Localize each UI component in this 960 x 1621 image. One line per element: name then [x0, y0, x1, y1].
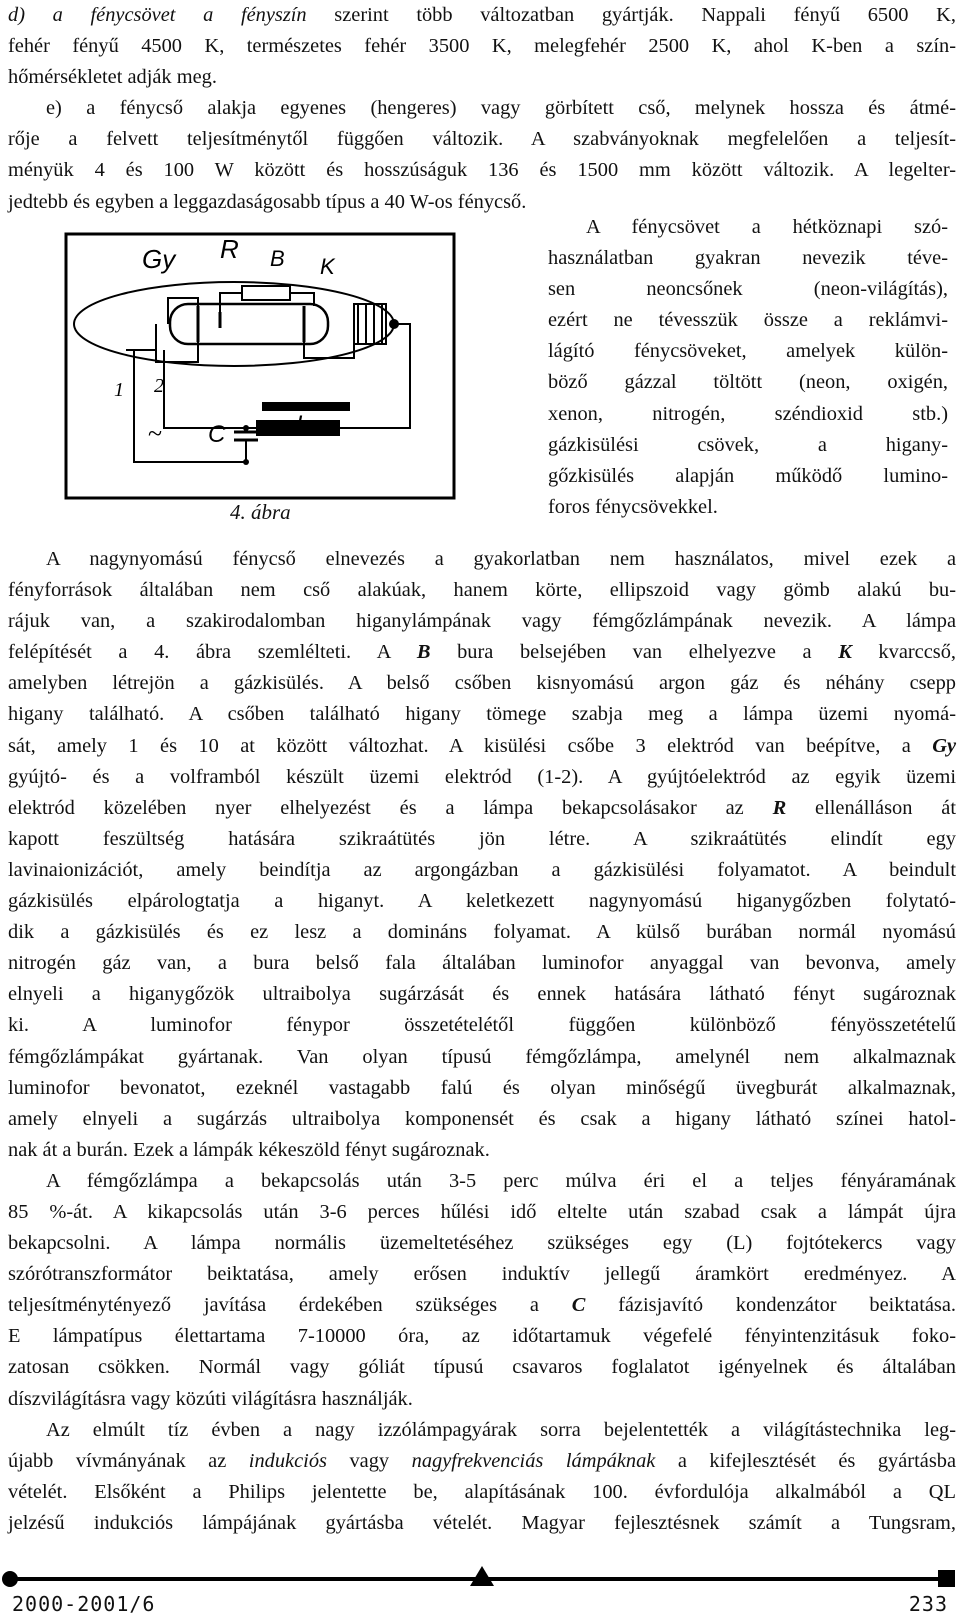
text-run: gázkisülés elpárologtatja a higanyt. A keletkezett nagynyomású higanygőzben folytató-: [8, 890, 956, 913]
text-run: A nagynyomású fénycső elnevezés a gyakorlatban nem használatos, mivel ezek a: [46, 548, 956, 570]
issue-number: 2000-2001/6: [12, 1592, 156, 1616]
text-run: rájuk van, a szakirodalomban higanylámpának vagy fémgőzlámpának nevezik. A lámpa: [8, 610, 956, 633]
body-line: [8, 886, 956, 917]
body-line: [8, 1010, 956, 1041]
text-run: a kifejlesztését és gyártásba: [655, 1449, 956, 1472]
side-line: gőzkisülés alapján működő lumino-: [548, 464, 948, 487]
text-run: jelzésű indukciós lámpájának gyártásba vételét. Magyar fejlesztésnek számít a Tungsram,: [8, 1511, 956, 1534]
screw-base: [354, 304, 399, 344]
text-run: 85 %-át. A kikapcsolás után 3-6 perces hűlési idő eltelte után szabad csak a lámpát újra: [8, 1200, 956, 1223]
label-2: 2: [154, 375, 164, 397]
text-run: E lámpatípus élettartama 7-10000 óra, az időtartamuk végefelé fényintenzitásuk foko-: [8, 1325, 956, 1348]
label-ac-tilde: ~: [148, 419, 163, 448]
text-run: vagy: [326, 1449, 412, 1472]
symbol-ref: Gy: [932, 734, 956, 757]
label-c: C: [208, 421, 226, 448]
body-line: [8, 1415, 956, 1446]
side-paragraph: [548, 212, 948, 523]
body-line: [8, 637, 956, 668]
body-line: [8, 855, 956, 886]
body-line: [8, 575, 956, 606]
text-run: kapott feszültség hatására szikraátütés jön létre. A szikraátütés elindít egy: [8, 827, 956, 850]
text-run: teljesítménytényező javítása érdekében szükséges a: [8, 1294, 572, 1317]
text-run: higany található. A csőben található higany tömege szabja meg a lámpa üzemi nyomá-: [8, 703, 956, 726]
body-line: [8, 1446, 956, 1477]
body-line: [8, 1197, 956, 1228]
body-line: [8, 762, 956, 793]
text-run: fényforrások általában nem cső alakúak, hanem körte, ellipszoid vagy gömb alakú bu-: [8, 579, 956, 602]
label-b: B: [270, 246, 285, 271]
side-line: használatban gyakran nevezik téve-: [548, 247, 948, 270]
body-line: [8, 1508, 956, 1539]
footer-triangle-icon: [470, 1566, 494, 1586]
text-run: amely elnyeli a sugárzás ultraibolya komponensét és csak a higany látható színei hatol-: [8, 1107, 956, 1130]
body-line: [8, 1290, 956, 1321]
body-line: [8, 1073, 956, 1104]
body-line: [8, 1042, 956, 1073]
text-run: zatosan csökken. Normál vagy góliát típusú csavaros foglalatot igényelnek és általában: [8, 1356, 956, 1379]
side-line: sen neoncsőnek (neon-világítás),: [548, 278, 948, 301]
text-run: szórótranszformátor beiktatása, amely erősen induktív jellegű áramkört eredményez. A: [8, 1263, 956, 1286]
text-run: sát, amely 1 és 10 at között változhat. A kisülési csőbe 3 elektród van beépítve, a: [8, 734, 933, 757]
side-line: A fénycsövet a hétköznapi szó-: [586, 216, 948, 238]
symbol-ref: C: [571, 1294, 586, 1317]
body-line: [8, 948, 956, 979]
figure-caption: 4. ábra: [230, 500, 291, 524]
text-run: lavinaionizációt, amely beindítja az argongázban a gázkisülési folyamatot. A beindult: [8, 858, 956, 881]
text-run: elektród közelében nyer elhelyezést és a lámpa bekapcsolásakor az: [8, 796, 773, 819]
top-line-1: fehér fényű 4500 K, természetes fehér 3500 K, melegfehér 2500 K, ahol K-ben a szín-: [8, 35, 956, 58]
choke-L: [262, 402, 350, 411]
side-line: böző gázzal töltött (neon, oxigén,: [548, 371, 948, 394]
body-line: [8, 1477, 956, 1508]
label-1: 1: [114, 379, 124, 401]
top-line-3: e) a fénycső alakja egyenes (hengeres) vagy görbített cső, melynek hossza és átmé-: [46, 97, 956, 120]
body-line: [8, 917, 956, 948]
side-line: lágító fénycsöveket, amelyek külön-: [548, 340, 948, 363]
top-line-6: jedtebb és egyben a leggazdaságosabb típus a 40 W-os fénycső.: [8, 190, 527, 213]
side-line: ezért ne tévesszük össze a reklámvi-: [548, 309, 948, 332]
side-line: foros fénycsövekkel.: [548, 495, 718, 518]
text-run: nitrogén gáz van, a bura belső fala általában luminofor anyaggal van bevonva, amely: [8, 952, 956, 975]
text-run: dik a gázkisülés és ez lesz a domináns folyamat. A külső burában normál nyomású: [8, 921, 956, 944]
body-line: [8, 731, 956, 762]
label-r: R: [220, 234, 239, 264]
main-body: [8, 544, 956, 1539]
figure-4-lamp-diagram: [64, 232, 456, 502]
top-line-4: rője a felvett teljesítménytől függően változik. A szabványoknak megfelelően a teljesít-: [8, 128, 956, 151]
body-line: [8, 544, 956, 575]
lamp-circuit-svg: [64, 232, 456, 502]
text-run: gyújtó- és a volframból készült üzemi elektród (1-2). A gyújtóelektród az egyik üzemi: [8, 765, 956, 788]
side-line: xenon, nitrogén, széndioxid stb.): [548, 402, 948, 425]
top-paragraphs: [8, 0, 956, 218]
text-run: nak át a burán. Ezek a lámpák kékeszöld fényt sugároznak.: [8, 1138, 490, 1161]
label-gy: Gy: [142, 244, 176, 274]
text-run: kvarccső,: [851, 641, 956, 664]
body-line: [8, 1352, 956, 1383]
body-line: [8, 1259, 956, 1290]
label-l: L: [296, 411, 310, 438]
text-run: luminofor bevonatot, ezeknél vastagabb falú és olyan minőségű üvegburát alkalmaznak,: [8, 1076, 956, 1099]
term-italic: nagyfrekvenciás lámpáknak: [411, 1449, 656, 1472]
outer-bulb-B: [74, 282, 394, 366]
text-run: ki. A luminofor fénypor összetételétől függően különböző fényösszetételű: [8, 1014, 956, 1037]
term-fenyszin: fényszín: [240, 4, 307, 26]
top-line-2: hőmérsékletet adják meg.: [8, 66, 217, 89]
resistor-R: [242, 286, 290, 300]
body-line: [8, 1135, 956, 1166]
text-run: újabb vívmányának az: [8, 1449, 249, 1472]
text-run: A fémgőzlámpa a bekapcsolás után 3-5 perc múlva éri el a teljes fényáramának: [46, 1169, 956, 1192]
text-run: elnyeli a higanygőzök ultraibolya sugárzását és ennek hatására látható fényt sugároznak: [8, 983, 956, 1006]
symbol-ref: K: [838, 641, 852, 664]
body-line: [8, 668, 956, 699]
body-line: [8, 1104, 956, 1135]
side-line: gázkisülési csövek, a higany-: [548, 433, 948, 456]
body-line: [8, 606, 956, 637]
text-run: fémgőzlámpákat gyártanak. Van olyan típusú fémgőzlámpa, amelynél nem alkalmaznak: [8, 1045, 956, 1068]
text-run: felépítését a 4. ábra szemlélteti. A: [8, 641, 417, 664]
body-line: [8, 1228, 956, 1259]
body-line: [8, 793, 956, 824]
text-run: Az elmúlt tíz évben a nagy izzólámpagyárak sorra bejelentették a világítástechnika leg-: [46, 1418, 956, 1441]
body-line: [8, 824, 956, 855]
symbol-ref: R: [772, 796, 787, 819]
text-run: fázisjavító kondenzátor beiktatása.: [585, 1294, 957, 1317]
top-line-5: ményük 4 és 100 W között és hosszúságuk 136 és 1500 mm között változik. A legelter-: [8, 159, 956, 182]
body-line: [8, 1384, 956, 1415]
text-run: amelyben létrejön a gázkisülés. A belső csőben kisnyomású argon gáz és néhány csepp: [8, 672, 956, 695]
text-run: ellenálláson át: [786, 796, 956, 819]
label-k: K: [320, 254, 335, 279]
text-run: bura belsejében van elhelyezve a: [430, 641, 839, 664]
body-line: [8, 1166, 956, 1197]
term-italic: indukciós: [248, 1449, 327, 1472]
text-run: díszvilágításra vagy közúti világításra használják.: [8, 1387, 413, 1410]
body-line: [8, 699, 956, 730]
top-line-0: d) a fénycsövet a fényszín szerint több változatban gyártják. Nappali fényű 6500 K,: [8, 4, 956, 26]
footer-square-icon: [938, 1570, 955, 1587]
text-run: vételét. Elsőként a Philips jelentette be, alapításának 100. évfordulója alkalmából a QL: [8, 1480, 956, 1503]
symbol-ref: B: [416, 641, 431, 664]
body-line: [8, 1321, 956, 1352]
text-run: bekapcsolni. A lámpa normális üzemeltetéséhez szükséges egy (L) fojtótekercs vagy: [8, 1232, 956, 1255]
page-number: 233: [908, 1592, 948, 1616]
body-line: [8, 979, 956, 1010]
